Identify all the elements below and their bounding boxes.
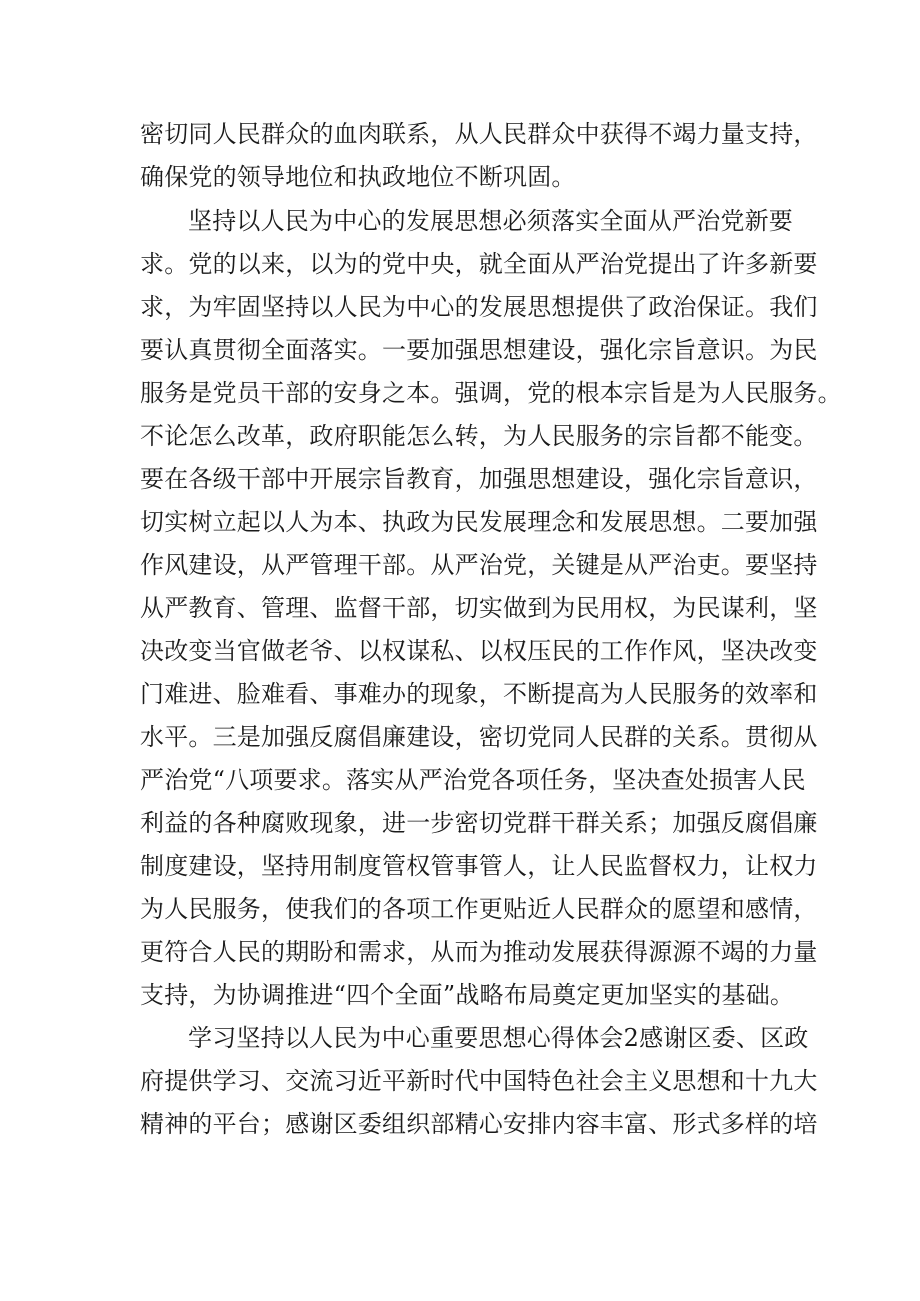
text-line: 切实树立起以人为本、执政为民发展理念和发展思想。二要加强 [140,508,818,536]
text-line: 严治党“八项要求。落实从严治党各项任务，坚决查处损害人民 [140,766,806,794]
text-line: 水平。三是加强反腐倡廉建设，密切党同人民群的关系。贯彻从 [140,723,818,751]
text-line: 支持，为协调推进“四个全面”战略布局奠定更加坚实的基础。 [140,981,795,1009]
text-line: 更符合人民的期盼和需求，从而为推动发展获得源源不竭的力量 [140,938,818,966]
text-line: 府提供学习、交流习近平新时代中国特色社会主义思想和十九大 [140,1067,818,1095]
text-line: 制度建设，坚持用制度管权管事管人，让人民监督权力，让权力 [140,852,818,880]
text-line: 决改变当官做老爷、以权谋私、以权压民的工作作风，坚决改变 [140,637,818,665]
text-line: 利益的各种腐败现象，进一步密切党群干群关系；加强反腐倡廉 [140,809,818,837]
text-line: 要在各级干部中开展宗旨教育，加强思想建设，强化宗旨意识， [140,465,818,493]
text-line: 精神的平台；感谢区委组织部精心安排内容丰富、形式多样的培 [140,1110,818,1138]
text-line: 求。党的以来，以为的党中央，就全面从严治党提出了许多新要 [140,250,818,278]
text-line: 门难进、脸难看、事难办的现象，不断提高为人民服务的效率和 [140,680,818,708]
text-line: 学习坚持以人民为中心重要思想心得体会2感谢区委、区政 [188,1024,809,1052]
text-line: 确保党的领导地位和执政地位不断巩固。 [140,163,576,191]
text-line: 密切同人民群众的血肉联系，从人民群众中获得不竭力量支持， [140,120,818,148]
text-line: 为人民服务，使我们的各项工作更贴近人民群众的愿望和感情， [140,895,818,923]
text-line: 要认真贯彻全面落实。一要加强思想建设，强化宗旨意识。为民 [140,336,818,364]
text-line: 服务是党员干部的安身之本。强调，党的根本宗旨是为人民服务。 [140,379,842,407]
text-line: 不论怎么改革，政府职能怎么转，为人民服务的宗旨都不能变。 [140,422,818,450]
text-line: 作风建设，从严管理干部。从严治党，关键是从严治吏。要坚持 [140,551,818,579]
text-line: 坚持以人民为中心的发展思想必须落实全面从严治党新要 [188,207,793,235]
text-line: 求，为牢固坚持以人民为中心的发展思想提供了政治保证。我们 [140,293,818,321]
text-line: 从严教育、管理、监督干部，切实做到为民用权，为民谋利，坚 [140,594,818,622]
